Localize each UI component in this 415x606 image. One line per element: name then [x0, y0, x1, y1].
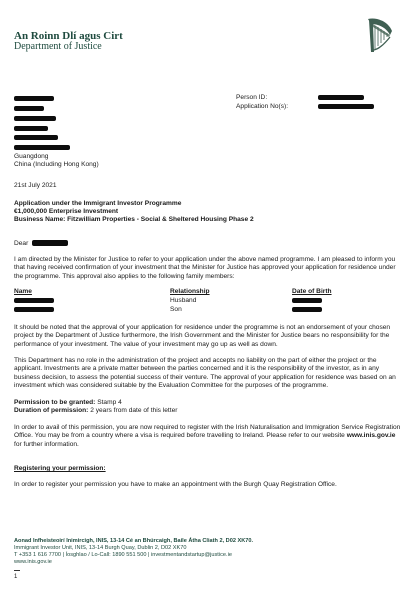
redacted-date-of-birth [292, 298, 322, 303]
redacted-address-line [14, 145, 70, 150]
redacted-address-line [14, 135, 58, 140]
appointment-paragraph: In order to register your permission you have to make an appointment with the Burgh Quay Registration Office. [14, 481, 337, 488]
redacted-family-name [14, 298, 54, 303]
person-id-label: Person ID: [236, 94, 268, 101]
footer-website: www.inis.gov.ie [14, 559, 52, 565]
intro-paragraph: I am directed by the Minister for Justice to refer to your application under the above named programme. I am pleased to inform you that having received confirmation of your investment that the Minister for Justice has approved your application for residence under the programme. This approval also applies to the following family members: [14, 256, 396, 280]
permission-duration-label: Duration of permission: [14, 407, 89, 414]
website-link[interactable]: www.inis.gov.ie [346, 432, 396, 440]
redacted-family-name [14, 307, 54, 312]
role-paragraph: This Department has no role in the administration of the project and accepts no liability on the part of either the project or the applicant. Investments are a private matter between the parties concerned and it is the responsibility of the investor, as in any business decision, to assess the potential success of their venture. The approval of your application for residence was based on an investment which was considered suitable by the Evaluation Committee for the purposes of the programme. [14, 357, 396, 390]
salutation: Dear [14, 240, 29, 247]
subject-line-1: Application under the Immigrant Investor Programme [14, 200, 182, 207]
register-text-tail: for further information. [14, 440, 79, 448]
redacted-date-of-birth [292, 307, 322, 312]
registering-heading: Registering your permission: [14, 465, 106, 472]
redacted-recipient-name [32, 240, 68, 246]
footer-address-irish: Aonad Infheisteoirí Inimircigh, INIS, 13-14 Cé an Bhúrcaigh, Baile Átha Cliath 2, D02 XK70. [14, 538, 254, 544]
letter-date: 21st July 2021 [14, 182, 57, 189]
harp-icon [362, 15, 396, 55]
redacted-address-line [14, 116, 56, 121]
permission-granted-value: Stamp 4 [97, 399, 122, 406]
register-text: In order to avail of this permission, you are now required to register with the Irish Naturalisation and Immigration Service Registration Office. You may be from a country where a visa is required before travelling to Ireland. Please refer to our website [14, 424, 401, 440]
department-irish-name: An Roinn Dlí agus Cirt [14, 30, 123, 42]
column-header-date-of-birth: Date of Birth [292, 288, 332, 295]
department-english-name: Department of Justice [14, 41, 102, 52]
address-province: Guangdong [14, 153, 49, 160]
redacted-name [14, 96, 54, 101]
page-number: 1 [14, 574, 18, 580]
redacted-address-line [14, 106, 44, 111]
application-no-label: Application No(s): [236, 103, 289, 110]
subject-line-2: €1,000,000 Enterprise Investment [14, 208, 119, 215]
subject-line-3: Business Name: Fitzwilliam Properties - Social & Sheltered Housing Phase 2 [14, 216, 254, 223]
register-paragraph [14, 424, 402, 449]
column-header-relationship: Relationship [170, 288, 210, 295]
redacted-application-no [318, 104, 374, 109]
permission-duration-value: 2 years from date of this letter [90, 407, 178, 414]
permission-granted-label: Permission to be granted: [14, 399, 96, 406]
address-country: China (Including Hong Kong) [14, 161, 99, 168]
column-header-name: Name [14, 288, 32, 295]
footer-divider [14, 570, 20, 571]
footer-address-english: Immigrant Investor Unit, INIS, 13-14 Burgh Quay, Dublin 2, D02 XK70 [14, 545, 187, 551]
footer-contact: T +353 1 616 7700 | Íosghlao / Lo-Call: 1890 551 500 | investmentandstartup@justice.ie [14, 552, 232, 558]
redacted-address-line [14, 126, 48, 131]
redacted-person-id [318, 95, 364, 100]
permission-duration [14, 407, 402, 415]
reference-block [236, 94, 326, 112]
relationship-cell: Husband [170, 297, 197, 304]
relationship-cell: Son [170, 306, 182, 313]
endorsement-paragraph: It should be noted that the approval of your application for residence under the programme is not an endorsement of your chosen project by the Department of Justice furthermore, the Irish Government and the Minister for Justice bears no responsibility for the performance of your investment. The value of your investment may go up as well as down. [14, 324, 391, 348]
